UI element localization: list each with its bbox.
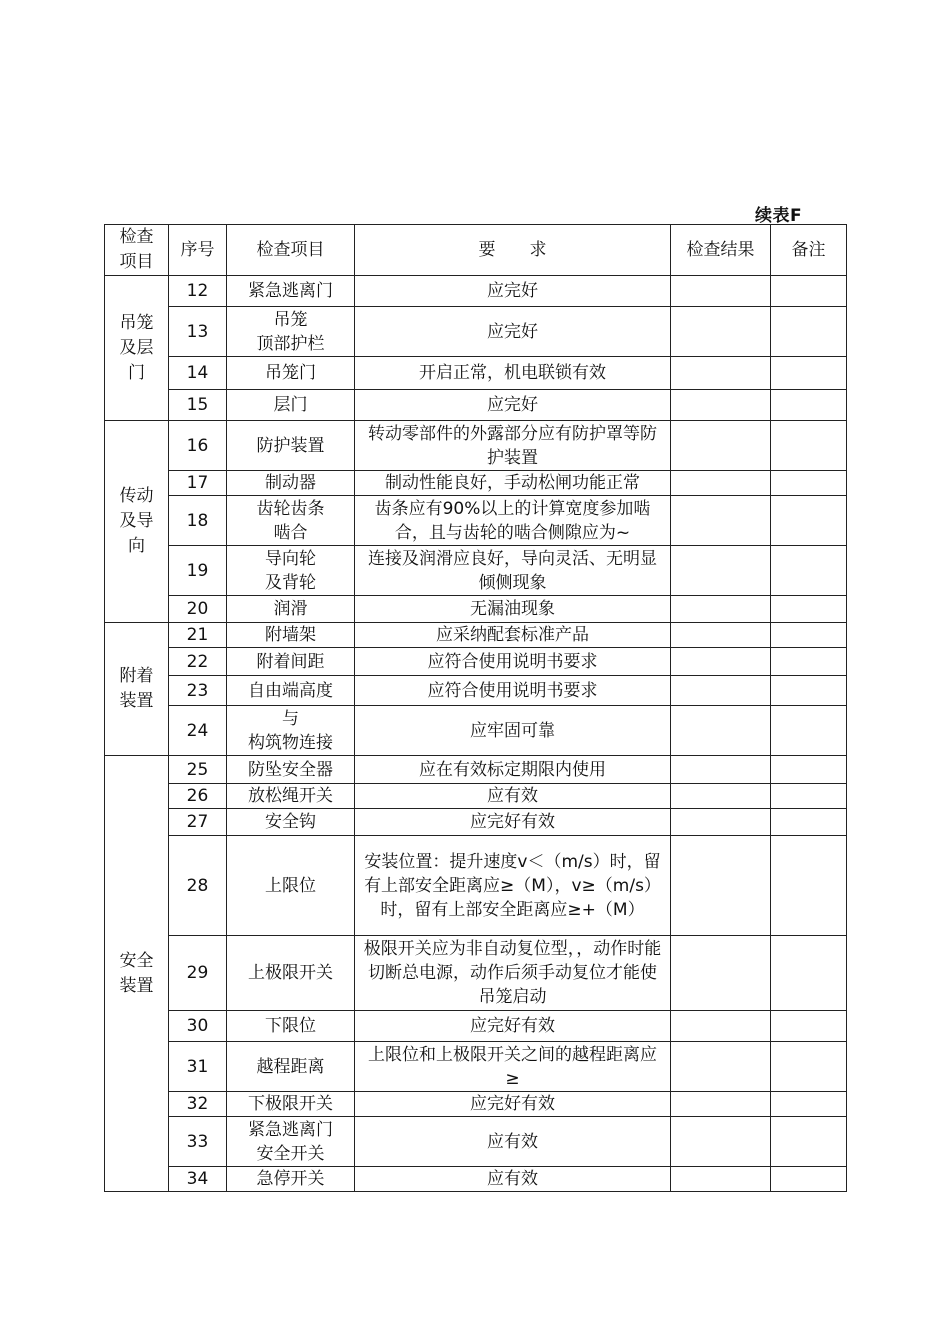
result-cell[interactable]	[671, 676, 771, 706]
result-cell[interactable]	[671, 421, 771, 471]
table-row	[105, 390, 847, 421]
result-cell[interactable]	[671, 623, 771, 648]
table-row	[105, 706, 847, 756]
row-number: 34	[169, 1167, 227, 1192]
row-number: 29	[169, 936, 227, 1011]
table-row	[105, 756, 847, 784]
inspection-table	[104, 224, 847, 1192]
result-cell[interactable]	[671, 706, 771, 756]
note-cell[interactable]	[771, 1117, 847, 1167]
note-cell[interactable]	[771, 357, 847, 390]
note-cell[interactable]	[771, 471, 847, 496]
requirement-cell: 齿条应有90%以上的计算宽度参加啮合，且与齿轮的啮合侧隙应为~	[355, 496, 671, 546]
result-cell[interactable]	[671, 496, 771, 546]
row-number: 26	[169, 784, 227, 809]
row-number: 19	[169, 546, 227, 596]
table-row	[105, 496, 847, 546]
result-cell[interactable]	[671, 936, 771, 1011]
table-row	[105, 307, 847, 357]
table-row	[105, 596, 847, 623]
header-requirement: 要 求	[355, 225, 671, 276]
inspection-item: 制动器	[227, 471, 355, 496]
inspection-item: 齿轮齿条 啮合	[227, 496, 355, 546]
inspection-item: 紧急逃离门 安全开关	[227, 1117, 355, 1167]
row-number: 14	[169, 357, 227, 390]
table-row	[105, 648, 847, 676]
note-cell[interactable]	[771, 784, 847, 809]
requirement-cell: 应完好有效	[355, 809, 671, 836]
table-row	[105, 676, 847, 706]
table-row	[105, 357, 847, 390]
category-cell: 附着 装置	[105, 623, 169, 756]
inspection-item: 与 构筑物连接	[227, 706, 355, 756]
table-row	[105, 1117, 847, 1167]
row-number: 21	[169, 623, 227, 648]
result-cell[interactable]	[671, 1092, 771, 1117]
result-cell[interactable]	[671, 836, 771, 936]
result-cell[interactable]	[671, 1167, 771, 1192]
inspection-item: 放松绳开关	[227, 784, 355, 809]
inspection-item: 防坠安全器	[227, 756, 355, 784]
category-cell: 传动 及导 向	[105, 421, 169, 623]
inspection-item: 润滑	[227, 596, 355, 623]
note-cell[interactable]	[771, 623, 847, 648]
inspection-item: 导向轮 及背轮	[227, 546, 355, 596]
continued-table-label: 续表F	[755, 206, 803, 226]
result-cell[interactable]	[671, 307, 771, 357]
note-cell[interactable]	[771, 421, 847, 471]
requirement-cell: 应完好有效	[355, 1011, 671, 1042]
inspection-item: 层门	[227, 390, 355, 421]
note-cell[interactable]	[771, 496, 847, 546]
row-number: 17	[169, 471, 227, 496]
requirement-cell: 上限位和上极限开关之间的越程距离应≥	[355, 1042, 671, 1092]
row-number: 22	[169, 648, 227, 676]
table-row	[105, 809, 847, 836]
row-number: 25	[169, 756, 227, 784]
header-item: 检查项目	[227, 225, 355, 276]
inspection-item: 吊笼 顶部护栏	[227, 307, 355, 357]
requirement-cell: 应牢固可靠	[355, 706, 671, 756]
inspection-item: 安全钩	[227, 809, 355, 836]
inspection-item: 附着间距	[227, 648, 355, 676]
inspection-item: 自由端高度	[227, 676, 355, 706]
note-cell[interactable]	[771, 648, 847, 676]
requirement-cell: 连接及润滑应良好，导向灵活、无明显倾侧现象	[355, 546, 671, 596]
result-cell[interactable]	[671, 648, 771, 676]
table-row	[105, 784, 847, 809]
requirement-cell: 应采纳配套标准产品	[355, 623, 671, 648]
row-number: 20	[169, 596, 227, 623]
result-cell[interactable]	[671, 784, 771, 809]
note-cell[interactable]	[771, 1042, 847, 1092]
result-cell[interactable]	[671, 546, 771, 596]
row-number: 30	[169, 1011, 227, 1042]
requirement-cell: 制动性能良好，手动松闸功能正常	[355, 471, 671, 496]
result-cell[interactable]	[671, 471, 771, 496]
table-row	[105, 421, 847, 471]
requirement-cell: 应有效	[355, 1167, 671, 1192]
result-cell[interactable]	[671, 276, 771, 307]
result-cell[interactable]	[671, 756, 771, 784]
category-cell: 安全 装置	[105, 756, 169, 1192]
inspection-item: 吊笼门	[227, 357, 355, 390]
note-cell[interactable]	[771, 1167, 847, 1192]
category-cell: 吊笼 及层 门	[105, 276, 169, 421]
requirement-cell: 开启正常，机电联锁有效	[355, 357, 671, 390]
row-number: 24	[169, 706, 227, 756]
table-row	[105, 546, 847, 596]
result-cell[interactable]	[671, 1042, 771, 1092]
requirement-cell: 无漏油现象	[355, 596, 671, 623]
row-number: 16	[169, 421, 227, 471]
row-number: 18	[169, 496, 227, 546]
result-cell[interactable]	[671, 390, 771, 421]
row-number: 32	[169, 1092, 227, 1117]
inspection-item: 附墙架	[227, 623, 355, 648]
row-number: 31	[169, 1042, 227, 1092]
row-number: 13	[169, 307, 227, 357]
header-row	[105, 225, 847, 276]
requirement-cell: 应完好	[355, 276, 671, 307]
note-cell[interactable]	[771, 390, 847, 421]
requirement-cell: 应有效	[355, 1117, 671, 1167]
row-number: 23	[169, 676, 227, 706]
requirement-cell: 转动零部件的外露部分应有防护罩等防护装置	[355, 421, 671, 471]
note-cell[interactable]	[771, 1092, 847, 1117]
requirement-cell: 应有效	[355, 784, 671, 809]
note-cell[interactable]	[771, 276, 847, 307]
row-number: 33	[169, 1117, 227, 1167]
requirement-cell: 应符合使用说明书要求	[355, 648, 671, 676]
row-number: 12	[169, 276, 227, 307]
table-row	[105, 276, 847, 307]
inspection-item: 越程距离	[227, 1042, 355, 1092]
note-cell[interactable]	[771, 836, 847, 936]
note-cell[interactable]	[771, 756, 847, 784]
table-row	[105, 1167, 847, 1192]
note-cell[interactable]	[771, 809, 847, 836]
note-cell[interactable]	[771, 596, 847, 623]
table-row	[105, 1011, 847, 1042]
result-cell[interactable]	[671, 596, 771, 623]
header-number: 序号	[169, 225, 227, 276]
requirement-cell: 应完好	[355, 390, 671, 421]
inspection-item: 紧急逃离门	[227, 276, 355, 307]
result-cell[interactable]	[671, 1011, 771, 1042]
inspection-item: 下极限开关	[227, 1092, 355, 1117]
table-row	[105, 471, 847, 496]
table-row	[105, 836, 847, 936]
result-cell[interactable]	[671, 809, 771, 836]
note-cell[interactable]	[771, 676, 847, 706]
header-result: 检查结果	[671, 225, 771, 276]
note-cell[interactable]	[771, 936, 847, 1011]
note-cell[interactable]	[771, 307, 847, 357]
note-cell[interactable]	[771, 1011, 847, 1042]
row-number: 28	[169, 836, 227, 936]
inspection-item: 防护装置	[227, 421, 355, 471]
row-number: 15	[169, 390, 227, 421]
table-row	[105, 1092, 847, 1117]
inspection-item: 上极限开关	[227, 936, 355, 1011]
table-row	[105, 1042, 847, 1092]
table-row	[105, 623, 847, 648]
inspection-item: 下限位	[227, 1011, 355, 1042]
requirement-cell: 安装位置：提升速度v＜（m/s）时，留有上部安全距离应≥（M），v≥（m/s）时，留有上部安全距离应≥+（M）	[355, 836, 671, 936]
header-note: 备注	[771, 225, 847, 276]
note-cell[interactable]	[771, 706, 847, 756]
header-category: 检查 项目	[105, 225, 169, 276]
row-number: 27	[169, 809, 227, 836]
note-cell[interactable]	[771, 546, 847, 596]
requirement-cell: 应在有效标定期限内使用	[355, 756, 671, 784]
requirement-cell: 应符合使用说明书要求	[355, 676, 671, 706]
requirement-cell: 应完好有效	[355, 1092, 671, 1117]
requirement-cell: 应完好	[355, 307, 671, 357]
table-row	[105, 936, 847, 1011]
result-cell[interactable]	[671, 1117, 771, 1167]
table-body	[105, 276, 847, 1192]
inspection-item: 上限位	[227, 836, 355, 936]
requirement-cell: 极限开关应为非自动复位型，，动作时能切断总电源，动作后须手动复位才能使吊笼启动	[355, 936, 671, 1011]
result-cell[interactable]	[671, 357, 771, 390]
inspection-item: 急停开关	[227, 1167, 355, 1192]
